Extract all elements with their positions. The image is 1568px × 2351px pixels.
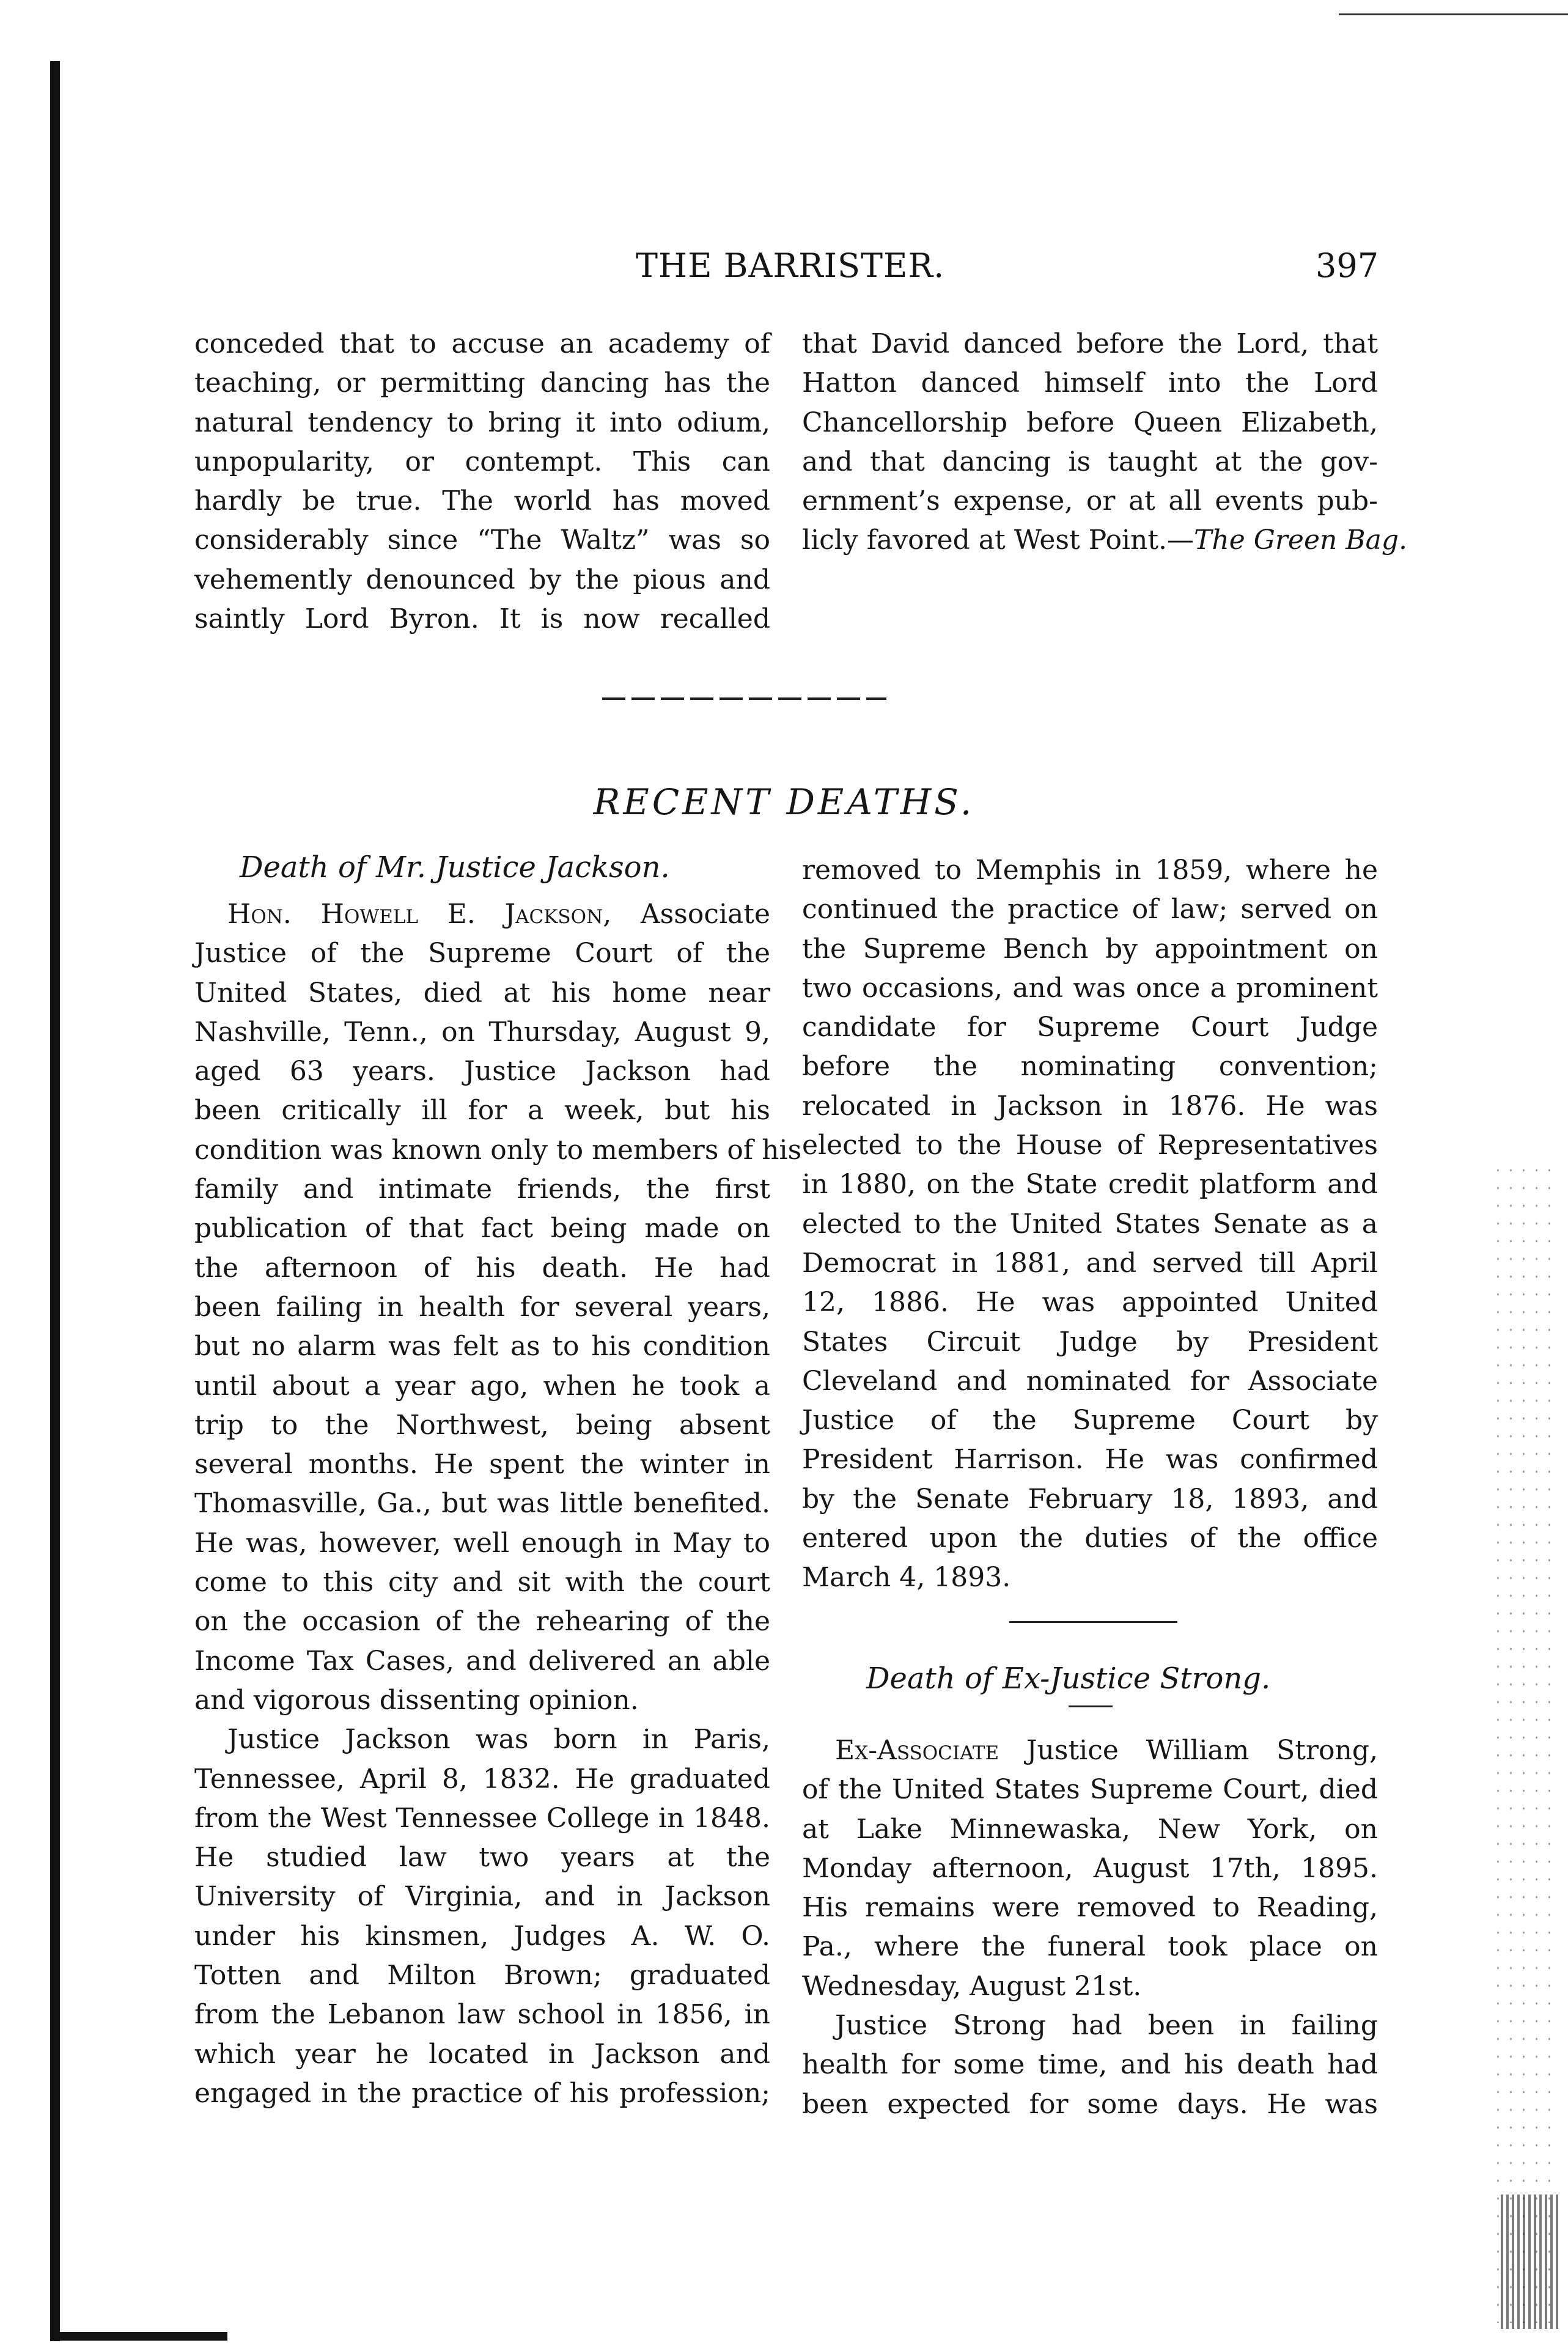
scan-edge-specks bbox=[1492, 1161, 1559, 2323]
jackson-cont-line: the Supreme Bench by appointment on bbox=[802, 933, 1378, 965]
jackson-first-words: Associate bbox=[640, 899, 770, 930]
jackson-cont-line: elected to the House of Representatives bbox=[802, 1130, 1378, 1161]
jackson-p1-line: publication of that fact being made on bbox=[194, 1213, 770, 1245]
strong-p1-line: Pa., where the funeral took place on bbox=[802, 1931, 1378, 1963]
source-citation: The Green Bag. bbox=[1194, 524, 1408, 556]
top-left-line: considerably since “The Waltz” was so bbox=[194, 524, 770, 556]
jackson-p1-line: Thomasville, Ga., but was little benefited. bbox=[194, 1488, 770, 1520]
top-left-line: unpopularity, or contempt. This can bbox=[194, 446, 770, 477]
section-title: RECENT DEATHS. bbox=[593, 781, 975, 823]
top-right-line: and that dancing is taught at the gov- bbox=[802, 446, 1378, 477]
scan-edge-rule bbox=[1339, 13, 1568, 15]
top-right-line: ernment’s expense, or at all events pub- bbox=[802, 485, 1378, 517]
jackson-p2-line: which year he located in Jackson and bbox=[194, 2038, 770, 2070]
jackson-p1-line: on the occasion of the rehearing of the bbox=[194, 1606, 770, 1638]
jackson-p1-line: until about a year ago, when he took a bbox=[194, 1370, 770, 1402]
jackson-continued bbox=[802, 851, 1378, 1598]
jackson-p1-line: been failing in health for several years, bbox=[194, 1291, 770, 1323]
top-right-last-line bbox=[802, 521, 1408, 560]
top-right-lines bbox=[802, 325, 1378, 521]
jackson-p1-line: condition was known only to members of his bbox=[194, 1134, 802, 1166]
jackson-p1-line: He was, however, well enough in May to bbox=[194, 1527, 770, 1559]
strong-p1-line: of the United States Supreme Court, died bbox=[802, 1774, 1378, 1806]
jackson-cont-line: candidate for Supreme Court Judge bbox=[802, 1012, 1378, 1043]
jackson-cont-line: in 1880, on the State credit platform and bbox=[802, 1169, 1378, 1201]
top-left-lines bbox=[194, 325, 770, 639]
jackson-p1-line: and vigorous dissenting opinion. bbox=[194, 1684, 639, 1716]
top-left-line: teaching, or permitting dancing has the bbox=[194, 367, 770, 399]
scan-edge-marks bbox=[1501, 2195, 1559, 2329]
top-right-line: Hatton danced himself into the Lord bbox=[802, 367, 1378, 399]
jackson-p1-line: Income Tax Cases, and delivered an able bbox=[194, 1645, 770, 1677]
jackson-p1-line: trip to the Northwest, being absent bbox=[194, 1409, 770, 1441]
strong-column bbox=[802, 1731, 1378, 2124]
jackson-cont-line: Justice of the Supreme Court by bbox=[802, 1405, 1378, 1437]
jackson-p1-line: been critically ill for a week, but his bbox=[194, 1095, 770, 1127]
top-left-line: hardly be true. The world has moved bbox=[194, 485, 770, 517]
strong-first-words: Justice William Strong, bbox=[1026, 1735, 1378, 1766]
jackson-cont-line: two occasions, and was once a prominent bbox=[802, 972, 1378, 1004]
jackson-cont-line: President Harrison. He was confirmed bbox=[802, 1444, 1378, 1476]
jackson-p2-line: Tennessee, April 8, 1832. He graduated bbox=[194, 1763, 770, 1795]
jackson-cont-line: entered upon the duties of the office bbox=[802, 1523, 1378, 1554]
jackson-p2-line: Justice Jackson was born in Paris, bbox=[227, 1724, 770, 1756]
jackson-paragraph-1 bbox=[194, 934, 802, 1720]
jackson-p2-line: Totten and Milton Brown; graduated bbox=[194, 1960, 770, 1992]
strong-p1-line: His remains were removed to Reading, bbox=[802, 1892, 1378, 1924]
strong-paragraph-2 bbox=[802, 2006, 1378, 2124]
top-left-line: vehemently denounced by the pious and bbox=[194, 564, 770, 595]
top-right-line: Chancellorship before Queen Elizabeth, bbox=[802, 407, 1378, 438]
heading-dash bbox=[1069, 1705, 1113, 1707]
strong-p1-line: Wednesday, August 21st. bbox=[802, 1970, 1142, 2002]
jackson-column bbox=[194, 895, 802, 2113]
strong-p2-line: Justice Strong had been in failing bbox=[835, 2010, 1378, 2042]
strong-lead-name: Ex-Associate bbox=[835, 1735, 999, 1766]
jackson-paragraph-2 bbox=[194, 1720, 770, 2113]
jackson-cont-line: Cleveland and nominated for Associate bbox=[802, 1365, 1378, 1397]
jackson-p1-line: but no alarm was felt as to his condition bbox=[194, 1331, 770, 1363]
strong-paragraph-1 bbox=[802, 1770, 1378, 2006]
top-right-column bbox=[802, 325, 1408, 561]
jackson-p1-line: aged 63 years. Justice Jackson had bbox=[194, 1056, 770, 1087]
jackson-cont-line: March 4, 1893. bbox=[802, 1562, 1011, 1594]
strong-p1-line: Monday afternoon, August 17th, 1895. bbox=[802, 1852, 1378, 1884]
article-rule bbox=[1009, 1621, 1177, 1623]
jackson-cont-line: relocated in Jackson in 1876. He was bbox=[802, 1090, 1378, 1122]
strong-heading: Death of Ex-Justice Strong. bbox=[866, 1661, 1271, 1696]
jackson-cont-line: elected to the United States Senate as a bbox=[802, 1208, 1378, 1240]
top-left-line: natural tendency to bring it into odium, bbox=[194, 407, 770, 438]
binding-edge bbox=[50, 61, 60, 2341]
section-divider bbox=[602, 697, 886, 700]
jackson-p2-line: engaged in the practice of his profession; bbox=[194, 2077, 770, 2109]
strong-p2-line: been expected for some days. He was bbox=[802, 2088, 1378, 2120]
jackson-p2-line: from the West Tennessee College in 1848. bbox=[194, 1802, 770, 1834]
jackson-p1-line: Justice of the Supreme Court of the bbox=[194, 938, 770, 969]
strong-p1-line: at Lake Minnewaska, New York, on bbox=[802, 1813, 1378, 1845]
top-right-line: that David danced before the Lord, that bbox=[802, 328, 1378, 359]
jackson-p1-line: several months. He spent the winter in bbox=[194, 1449, 770, 1481]
jackson-first-line bbox=[194, 895, 770, 934]
top-left-line: saintly Lord Byron. It is now recalled bbox=[194, 603, 770, 635]
jackson-cont-line: by the Senate February 18, 1893, and bbox=[802, 1483, 1378, 1515]
jackson-cont-line: continued the practice of law; served on bbox=[802, 894, 1378, 925]
binding-edge-foot bbox=[50, 2332, 227, 2341]
jackson-p1-line: United States, died at his home near bbox=[194, 977, 770, 1009]
jackson-cont-line: 12, 1886. He was appointed United bbox=[802, 1287, 1378, 1319]
running-title: THE BARRISTER. bbox=[636, 246, 945, 285]
jackson-cont-line: before the nominating convention; bbox=[802, 1051, 1378, 1083]
jackson-p1-line: the afternoon of his death. He had bbox=[194, 1252, 770, 1284]
jackson-lead-name: Hon. Howell E. Jackson, bbox=[227, 899, 612, 930]
jackson-cont-line: Democrat in 1881, and served till April bbox=[802, 1247, 1378, 1279]
jackson-p2-line: from the Lebanon law school in 1856, in bbox=[194, 1999, 770, 2031]
page-number: 397 bbox=[1316, 246, 1379, 285]
jackson-p2-line: He studied law two years at the bbox=[194, 1842, 770, 1874]
jackson-heading: Death of Mr. Justice Jackson. bbox=[240, 850, 670, 885]
strong-p2-line: health for some time, and his death had bbox=[802, 2049, 1378, 2081]
jackson-p1-line: come to this city and sit with the court bbox=[194, 1567, 770, 1599]
strong-first-line bbox=[802, 1731, 1378, 1770]
jackson-p1-line: family and intimate friends, the first bbox=[194, 1174, 770, 1205]
jackson-p2-line: under his kinsmen, Judges A. W. O. bbox=[194, 1920, 770, 1952]
jackson-continued-column bbox=[802, 851, 1378, 1598]
jackson-cont-line: States Circuit Judge by President bbox=[802, 1326, 1378, 1358]
top-left-column bbox=[194, 325, 770, 639]
jackson-p1-line: Nashville, Tenn., on Thursday, August 9, bbox=[194, 1016, 770, 1048]
top-left-line: conceded that to accuse an academy of bbox=[194, 328, 770, 359]
jackson-p2-line: University of Virginia, and in Jackson bbox=[194, 1881, 770, 1913]
jackson-cont-line: removed to Memphis in 1859, where he bbox=[802, 855, 1378, 886]
citation-lead: licly favored at West Point.— bbox=[802, 524, 1194, 556]
